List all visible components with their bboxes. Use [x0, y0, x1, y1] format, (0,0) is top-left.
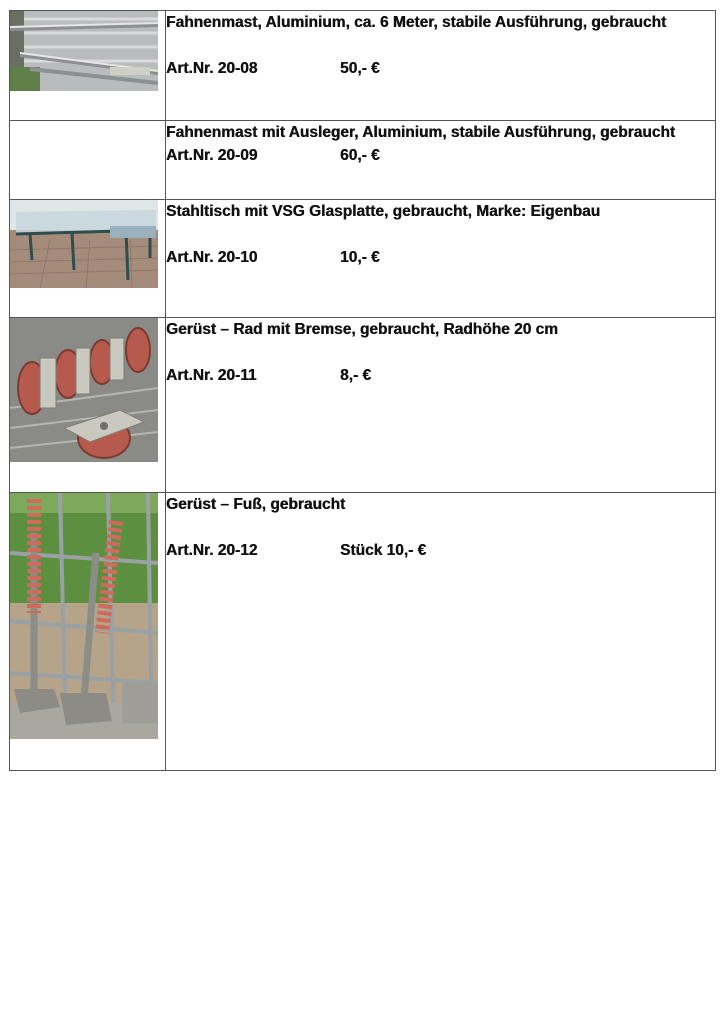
flagpole-photo-icon: [10, 11, 158, 91]
photo-cell: [10, 11, 166, 121]
item-price: 8,- €: [340, 367, 372, 384]
item-meta: [166, 246, 715, 269]
photo-cell: [10, 121, 166, 200]
item-price: 10,- €: [340, 249, 380, 266]
item-description: Fahnenmast mit Ausleger, Aluminium, stabile Ausführung, gebraucht: [166, 124, 675, 141]
item-description: Gerüst – Fuß, gebraucht: [166, 496, 346, 513]
catalog-table: [9, 10, 716, 771]
item-text-cell: [166, 121, 716, 200]
scaffold-foot-photo-icon: [10, 493, 158, 739]
item-price: 50,- €: [340, 60, 380, 77]
item-article-number: Art.Nr. 20-10: [166, 249, 258, 266]
catalog-page: [9, 10, 716, 771]
table-row: [10, 493, 716, 771]
item-article-number: Art.Nr. 20-08: [166, 60, 258, 77]
item-meta: [166, 539, 715, 562]
item-meta: [166, 144, 715, 167]
photo-cell: [10, 200, 166, 318]
glass-table-photo-icon: [10, 200, 158, 288]
item-meta: [166, 364, 715, 387]
photo-cell: [10, 493, 166, 771]
item-article-number: Art.Nr. 20-12: [166, 542, 258, 559]
item-text-cell: [166, 200, 716, 318]
table-row: [10, 200, 716, 318]
table-row: [10, 11, 716, 121]
item-price: 60,- €: [340, 147, 380, 164]
table-row: [10, 318, 716, 493]
item-text-cell: [166, 493, 716, 771]
item-price: Stück 10,- €: [340, 542, 427, 559]
item-text-cell: [166, 318, 716, 493]
item-description: Gerüst – Rad mit Bremse, gebraucht, Radhöhe 20 cm: [166, 321, 558, 338]
item-article-number: Art.Nr. 20-11: [166, 367, 257, 384]
item-description: Fahnenmast, Aluminium, ca. 6 Meter, stabile Ausführung, gebraucht: [166, 14, 667, 31]
item-article-number: Art.Nr. 20-09: [166, 147, 258, 164]
photo-cell: [10, 318, 166, 493]
table-row: [10, 121, 716, 200]
item-meta: [166, 57, 715, 80]
item-text-cell: [166, 11, 716, 121]
item-description: Stahltisch mit VSG Glasplatte, gebraucht, Marke: Eigenbau: [166, 203, 601, 220]
scaffold-wheel-photo-icon: [10, 318, 158, 462]
